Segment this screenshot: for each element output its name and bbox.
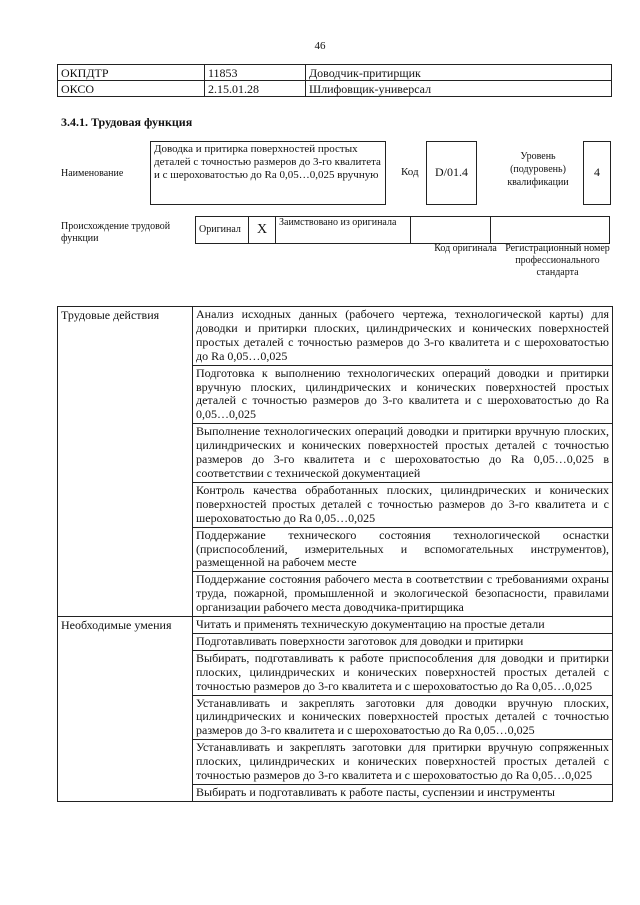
origin-table <box>195 216 610 244</box>
name-label: Наименование <box>61 168 124 179</box>
classifier-name: ОКПДТР <box>58 65 205 81</box>
classifier-name: ОКСО <box>58 81 205 97</box>
list-item: Подготавливать поверхности заготовок для доводки и притирки <box>193 633 613 650</box>
registration-number-cell <box>491 217 610 244</box>
function-code-box: D/01.4 <box>426 141 477 205</box>
classifier-title: Шлифовщик-универсал <box>306 81 612 97</box>
function-name-box: Доводка и притирка поверхностей простых деталей с точностью размеров до 3-го квалитета и с шероховатостью до Ra 0,05…0,025 вручную <box>150 141 386 205</box>
list-item: Подготовка к выполнению технологических операций доводки и притирки вручную плоских, цилиндрических и конических поверхностей простых деталей с точностью размеров до 3-го квалитета и с шероховатостью до Ra 0,05…0,025 <box>193 365 613 424</box>
page-number: 46 <box>314 40 326 52</box>
classifier-row <box>58 65 612 81</box>
original-code-cell <box>411 217 491 244</box>
list-item: Выбирать и подготавливать к работе пасты, суспензии и инструменты <box>193 785 613 802</box>
original-mark: X <box>249 217 276 244</box>
original-label: Оригинал <box>196 217 249 244</box>
list-item: Читать и применять техническую документацию на простые детали <box>193 617 613 634</box>
list-item: Поддержание технического состояния технологической оснастки (приспособлений, измерительных и вспомогательных инструментов), размещенной на рабочем месте <box>193 527 613 572</box>
section-title: 3.4.1. Трудовая функция <box>61 115 193 129</box>
level-box: 4 <box>583 141 611 205</box>
function-details-table <box>57 306 613 802</box>
table-row <box>58 307 613 366</box>
list-item: Устанавливать и закреплять заготовки для притирки вручную сопряженных плоских, цилиндрических и конических поверхностей простых деталей с точностью размеров до 3-го квалитета и с шероховатостью до Ra 0,05…0,025 <box>193 740 613 785</box>
list-item: Контроль качества обработанных плоских, цилиндрических и конических поверхностей простых деталей с точностью размеров до 3-го квалитета и с шероховатостью до Ra 0,05…0,025 <box>193 482 613 527</box>
borrowed-label: Заимствовано из оригинала <box>276 217 411 244</box>
classifier-title: Доводчик-притирщик <box>306 65 612 81</box>
classifier-code: 11853 <box>205 65 306 81</box>
list-item: Устанавливать и закреплять заготовки для доводки вручную плоских, цилиндрических и конических поверхностей простых деталей с точностью размеров до 3-го квалитета и с шероховатостью до Ra 0,05…0,025 <box>193 695 613 740</box>
level-label: Уровень (подуровень) квалификации <box>507 151 569 188</box>
origin-label: Происхождение трудовой функции <box>61 221 171 244</box>
classifier-row <box>58 81 612 97</box>
list-item: Выбирать, подготавливать к работе приспособления для доводки и притирки плоских, цилиндрических и конических поверхностей простых деталей с точностью размеров до 3-го квалитета и с шероховатостью до Ra 0,05…0,025 <box>193 650 613 695</box>
table-row <box>58 617 613 634</box>
category-cell: Трудовые действия <box>58 307 193 617</box>
category-cell: Необходимые умения <box>58 617 193 802</box>
list-item: Выполнение технологических операций доводки и притирки вручную плоских, цилиндрических и конических поверхностей простых деталей с точностью размеров до 3-го квалитета и с шероховатостью до Ra 0,05…0,025 в соответствии с технической документацией <box>193 424 613 483</box>
list-item: Поддержание состояния рабочего места в соответствии с требованиями охраны труда, пожарной, промышленной и экологической безопасности, правилами организации рабочего места доводчика-притирщика <box>193 572 613 617</box>
code-label: Код <box>401 166 419 178</box>
registration-label: Регистрационный номер профессионального стандарта <box>505 243 610 278</box>
original-code-label: Код оригинала <box>434 243 497 254</box>
list-item: Анализ исходных данных (рабочего чертежа, технологической карты) для доводки и притирки плоских, цилиндрических и конических поверхностей простых деталей с точностью размеров до 3-го квалитета и с шероховатостью до Ra 0,05…0,025 <box>193 307 613 366</box>
classifier-codes-table <box>57 64 612 97</box>
classifier-code: 2.15.01.28 <box>205 81 306 97</box>
